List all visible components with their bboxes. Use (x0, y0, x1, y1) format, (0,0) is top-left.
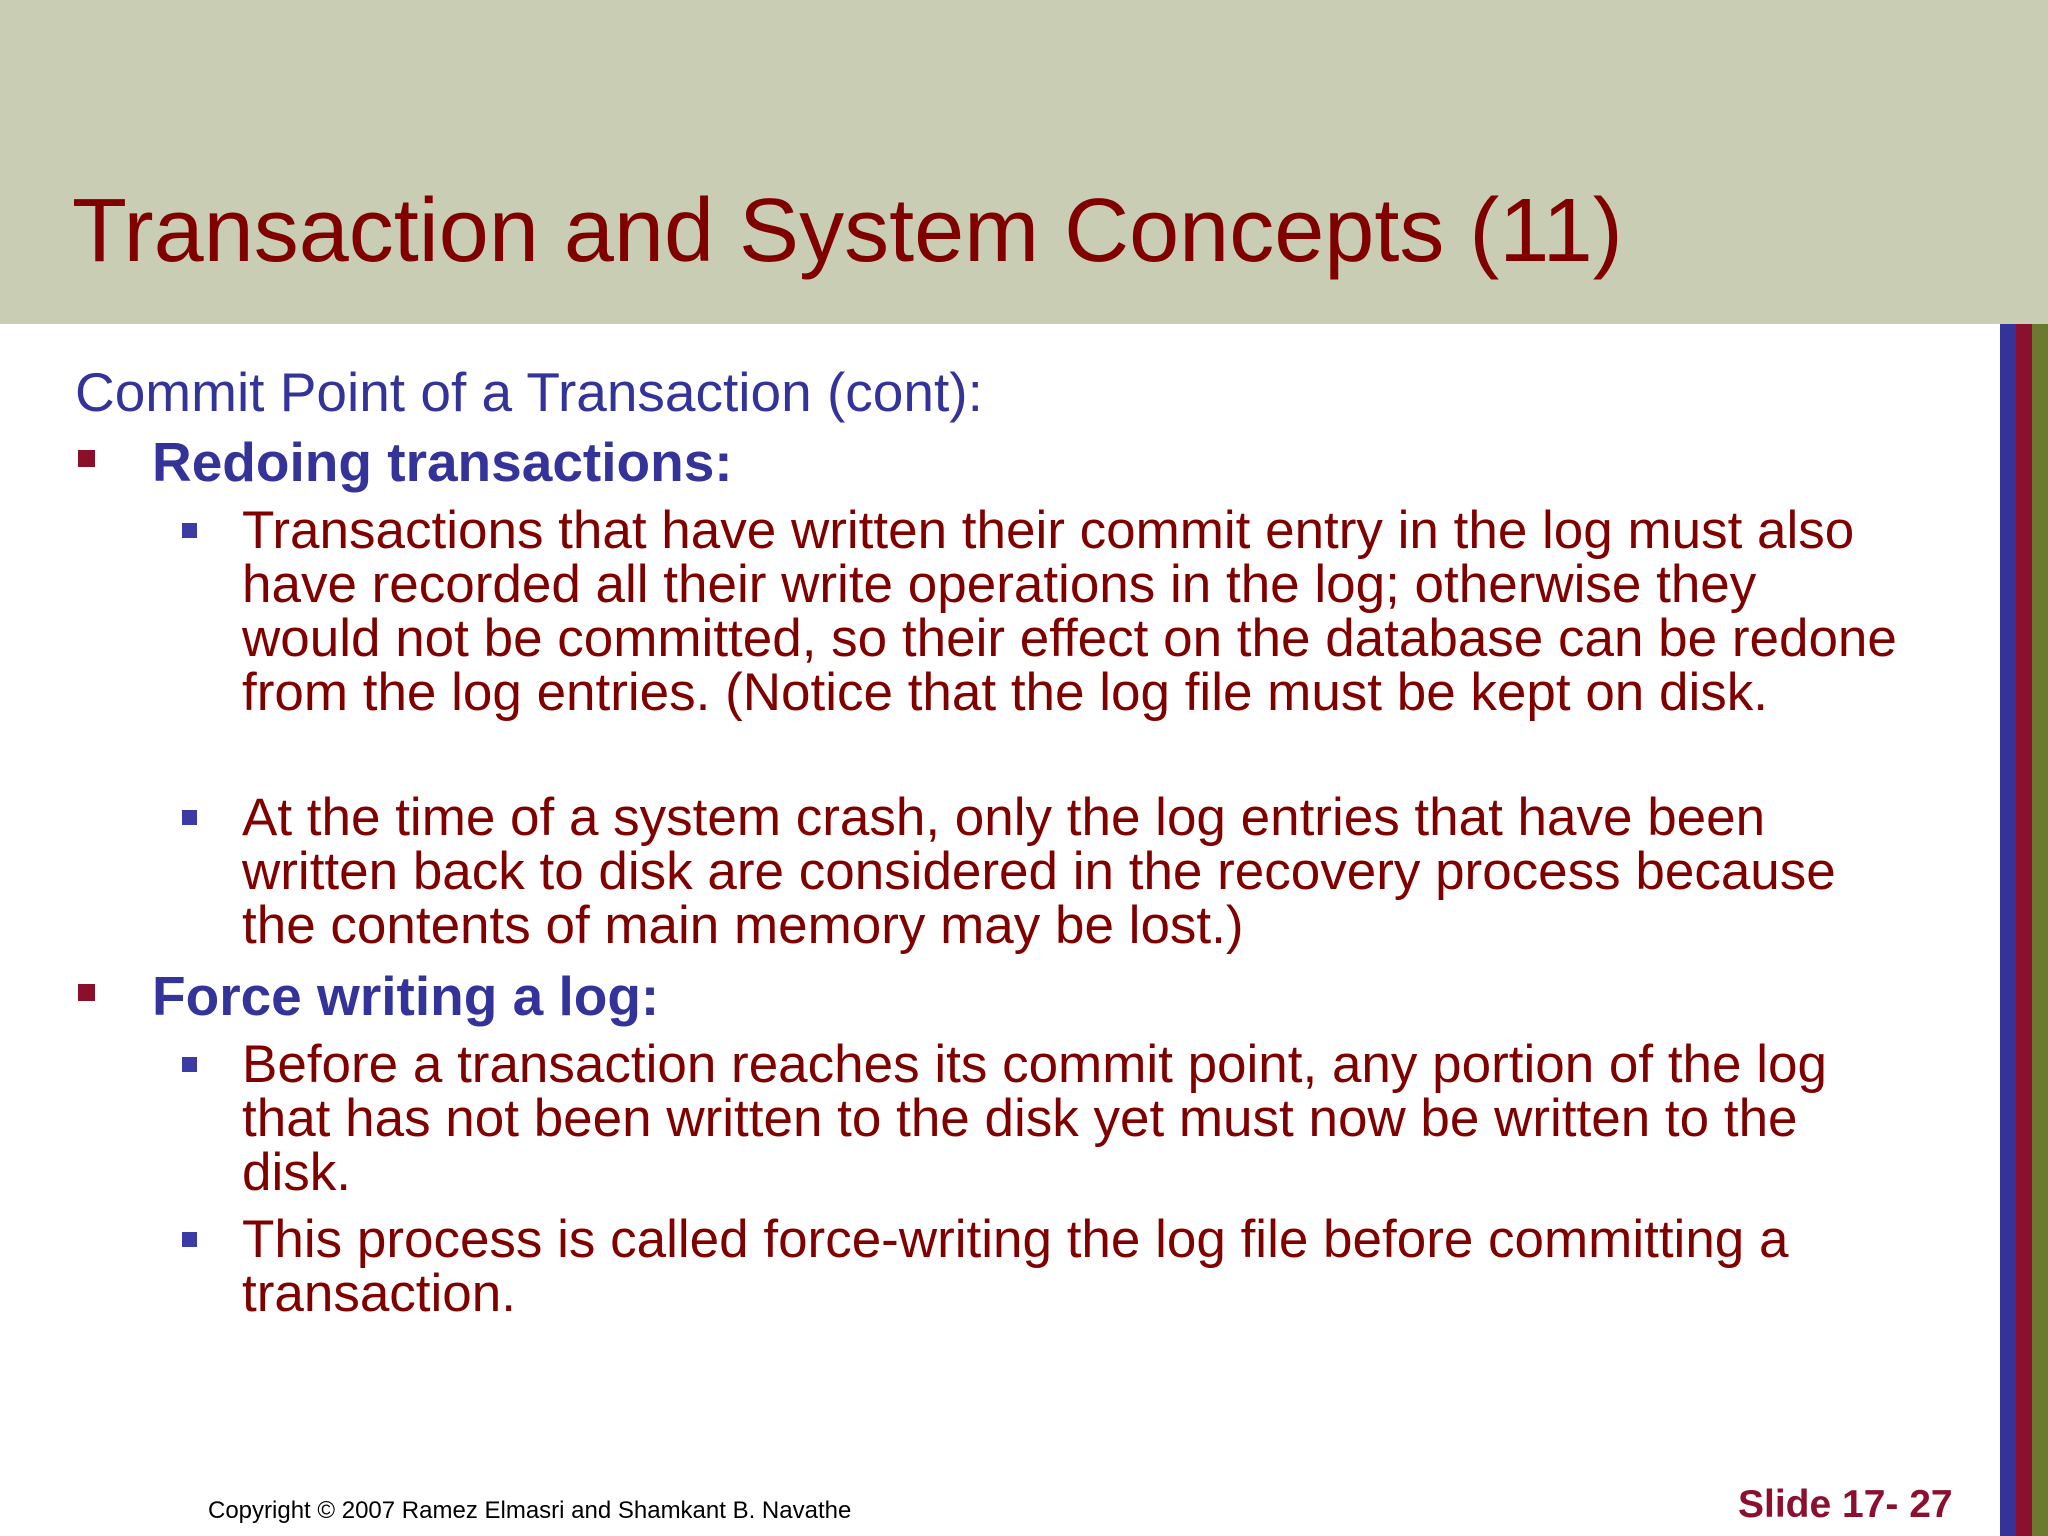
list-item (180, 788, 1900, 955)
square-bullet-icon (182, 1057, 197, 1072)
square-bullet-icon (182, 523, 197, 538)
list-item-text: This process is called force-writing the log file before committing a transaction. (242, 1210, 1789, 1323)
list-item-text: At the time of a system crash, only the log entries that have been written back to disk are considered in the recovery process because the contents of main memory may be lost.) (242, 788, 1836, 955)
side-bar-red (2016, 324, 2032, 1536)
header-band (0, 0, 2048, 324)
square-bullet-icon (182, 810, 197, 825)
section-heading: Force writing a log: (152, 965, 660, 1027)
slide-number: Slide 17- 27 (1738, 1483, 1953, 1526)
side-bar-blue (2000, 324, 2016, 1536)
square-bullet-icon (182, 1232, 197, 1247)
intro-heading: Commit Point of a Transaction (cont): (75, 361, 983, 423)
list-item-text: Transactions that have written their commit entry in the log must also have recorded all their write operations in the log; otherwise they would not be committed, so their effect on the database can be redone from the log entries. (Notice that the log file must be kept on disk. (242, 501, 1897, 722)
slide-title: Transaction and System Concepts (11) (72, 181, 1623, 281)
copyright-notice: Copyright © 2007 Ramez Elmasri and Shamkant B. Navathe (208, 1497, 852, 1524)
square-bullet-icon (78, 450, 95, 467)
list-item (180, 1210, 1900, 1323)
list-item (180, 501, 1900, 722)
square-bullet-icon (78, 984, 95, 1001)
side-bar-olive (2032, 324, 2048, 1536)
list-item-text: Before a transaction reaches its commit point, any portion of the log that has not been written to the disk yet must now be written to the disk. (242, 1035, 1827, 1202)
decorative-side-bars (2000, 324, 2048, 1536)
section-heading: Redoing transactions: (152, 431, 733, 493)
list-item (180, 1035, 1900, 1202)
